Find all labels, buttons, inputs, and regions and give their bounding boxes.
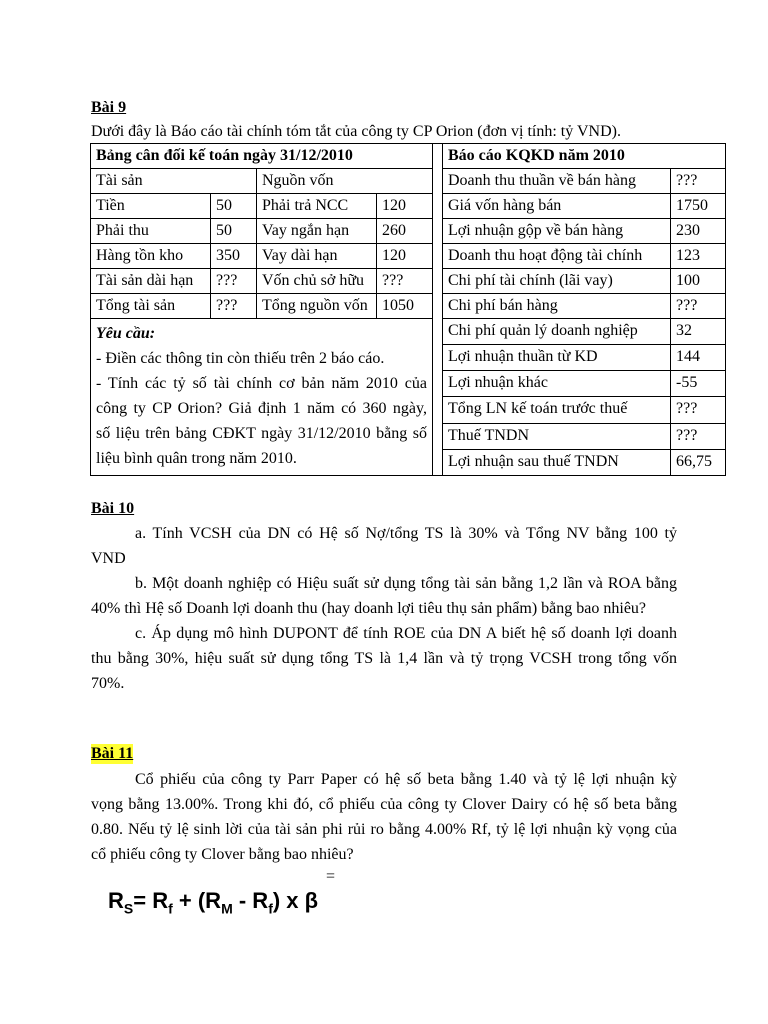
requirements-title: Yêu cầu: <box>96 325 156 342</box>
paragraph-line: VND <box>91 550 126 567</box>
income-label: Chi phí quản lý doanh nghiệp <box>443 319 671 345</box>
requirement-line: số liệu trên bảng CĐKT ngày 31/12/2010 bằng số <box>96 425 427 442</box>
income-value: -55 <box>671 371 726 397</box>
income-value: 230 <box>671 219 726 244</box>
bai10-heading: Bài 10 <box>91 500 135 517</box>
bai11-paragraph <box>91 767 677 867</box>
income-value: 144 <box>671 345 726 371</box>
table-gap <box>433 144 443 476</box>
capital-label: Vay ngắn hạn <box>257 219 377 244</box>
capm-formula: $R_S= R_f + (R_M - R_f)$ x β <box>108 888 319 917</box>
asset-label: Phải thu <box>91 219 211 244</box>
paragraph-line: 0.80. Nếu tỷ lệ sinh lời của tài sản phi rủi ro bằng 4.00% Rf, tỷ lệ lợi nhuận kỳ vọng của <box>91 821 677 838</box>
bai11-heading: Bài 11 <box>91 745 134 762</box>
bai9-heading: Bài 9 <box>91 99 127 116</box>
capital-value: 120 <box>377 244 433 269</box>
equals-sign: = <box>326 868 336 885</box>
requirements-cell <box>91 319 433 476</box>
capital-value: 1050 <box>377 294 433 319</box>
capital-label: Tổng nguồn vốn <box>257 294 377 319</box>
income-label: Chi phí bán hàng <box>443 294 671 319</box>
asset-label: Hàng tồn kho <box>91 244 211 269</box>
income-value: ??? <box>671 169 726 194</box>
asset-value: 50 <box>211 194 257 219</box>
capital-label: Vay dài hạn <box>257 244 377 269</box>
paragraph-line: Cổ phiếu của công ty Parr Paper có hệ số beta bằng 1.40 và tỷ lệ lợi nhuận kỳ <box>135 771 677 788</box>
requirement-line: liệu bình quân trong năm 2010. <box>96 450 297 467</box>
requirement-line: - Tính các tỷ số tài chính cơ bản năm 2010 của <box>96 375 427 392</box>
asset-value: 350 <box>211 244 257 269</box>
assets-header: Tài sản <box>91 169 257 194</box>
cropped-text-remnant <box>91 926 321 932</box>
income-value: 66,75 <box>671 449 726 475</box>
income-value: ??? <box>671 423 726 449</box>
paragraph-line: 70%. <box>91 675 125 692</box>
income-label: Lợi nhuận thuần từ KD <box>443 345 671 371</box>
income-value: ??? <box>671 397 726 423</box>
balance-sheet-title: Bảng cân đối kế toán ngày 31/12/2010 <box>91 144 433 169</box>
paragraph-line: c. Áp dụng mô hình DUPONT để tính ROE của DN A biết hệ số doanh lợi doanh <box>135 625 677 642</box>
requirement-line: - Điền các thông tin còn thiếu trên 2 báo cáo. <box>96 350 385 367</box>
bai10-part-a <box>91 521 677 696</box>
paragraph-line: cổ phiếu công ty Clover bằng bao nhiêu? <box>91 846 354 863</box>
capital-label: Vốn chủ sở hữu <box>257 269 377 294</box>
capital-header: Nguồn vốn <box>257 169 433 194</box>
income-value: 100 <box>671 269 726 294</box>
financial-statements-table <box>90 143 726 476</box>
income-statement-title: Báo cáo KQKD năm 2010 <box>443 144 726 169</box>
income-label: Tổng LN kế toán trước thuế <box>443 397 671 423</box>
asset-value: 50 <box>211 219 257 244</box>
capital-value: 120 <box>377 194 433 219</box>
paragraph-line: b. Một doanh nghiệp có Hiệu suất sử dụng tổng tài sản bằng 1,2 lần và ROA bằng <box>135 575 677 592</box>
income-value: 32 <box>671 319 726 345</box>
paragraph-line: vọng bằng 13.00%. Trong khi đó, cổ phiếu của công ty Clover Dairy có hệ số beta bằng <box>91 796 677 813</box>
income-label: Lợi nhuận gộp về bán hàng <box>443 219 671 244</box>
bai9-intro: Dưới đây là Báo cáo tài chính tóm tắt của công ty CP Orion (đơn vị tính: tỷ VND). <box>91 123 621 140</box>
income-label: Thuế TNDN <box>443 423 671 449</box>
paragraph-line: thu bằng 30%, hiệu suất sử dụng tổng TS là 1,4 lần và tỷ trọng VCSH trong tổng vốn <box>91 650 677 667</box>
income-value: 123 <box>671 244 726 269</box>
income-label: Lợi nhuận khác <box>443 371 671 397</box>
capital-value: ??? <box>377 269 433 294</box>
asset-value: ??? <box>211 294 257 319</box>
income-label: Doanh thu thuần về bán hàng <box>443 169 671 194</box>
paragraph-line: a. Tính VCSH của DN có Hệ số Nợ/tổng TS là 30% và Tổng NV bằng 100 tỷ <box>135 525 677 542</box>
income-label: Lợi nhuận sau thuế TNDN <box>443 449 671 475</box>
asset-label: Tiền <box>91 194 211 219</box>
income-label: Doanh thu hoạt động tài chính <box>443 244 671 269</box>
requirement-line: công ty CP Orion? Giả định 1 năm có 360 ngày, <box>96 400 427 417</box>
capital-label: Phải trả NCC <box>257 194 377 219</box>
income-value: ??? <box>671 294 726 319</box>
asset-label: Tổng tài sản <box>91 294 211 319</box>
capital-value: 260 <box>377 219 433 244</box>
paragraph-line: 40% thì Hệ số Doanh lợi doanh thu (hay doanh lợi tiêu thụ sản phẩm) bằng bao nhiêu? <box>91 600 647 617</box>
income-label: Giá vốn hàng bán <box>443 194 671 219</box>
asset-label: Tài sản dài hạn <box>91 269 211 294</box>
asset-value: ??? <box>211 269 257 294</box>
income-label: Chi phí tài chính (lãi vay) <box>443 269 671 294</box>
income-value: 1750 <box>671 194 726 219</box>
